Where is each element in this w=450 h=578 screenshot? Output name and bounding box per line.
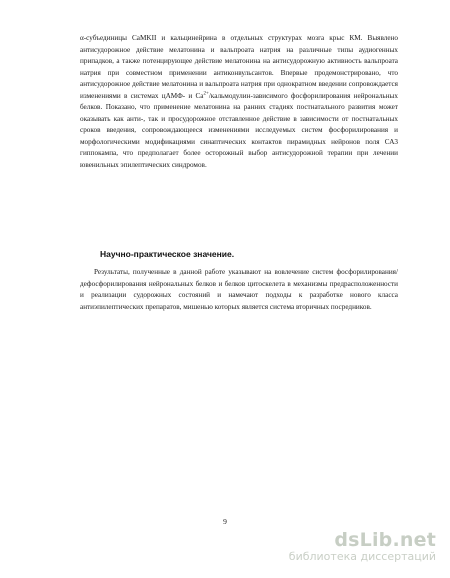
body-paragraph-significance [80, 267, 398, 313]
page-number: 9 [223, 517, 227, 526]
watermark-logo: dsLib.net [334, 529, 436, 551]
findings-text-part-b: /кальмодулин-зависимого фосфорилирования нейрональных белков. Показано, что применение мелатонина на ранних стадиях постнатального развития может оказывать как анти-, так и просудорожное отставленное действие в зависимости от постнатальных сроков введения, сопровождающееся изменениями исследуемых систем фосфорилирования и морфологическими модификациями синаптических контактов пирамидных нейронов поля СА3 гиппокампа, что предполагает более осторожный выбор антисудорожной терапии при лечении ювенильных эпилептических синдромов. [80, 91, 398, 169]
significance-text: Результаты, полученные в данной работе указывают на вовлечение систем фосфорилирования/дефосфорилирования нейрональных белков и белков цитоскелета в механизмы предрасположенности и реализации судорожных состояний и намечают подходы к разработке нового класса антиэпилептических препаратов, мишенью которых является система вторичных посредников. [80, 268, 398, 311]
findings-text [80, 33, 398, 171]
calcium-superscript: 2+ [203, 91, 209, 97]
watermark-subtitle: библиотека диссертаций [288, 550, 436, 563]
watermark [289, 530, 436, 564]
body-paragraph-findings [80, 33, 398, 171]
findings-text-part-a: α-субъединицы CaMKII и кальцинейрина в отдельных структурах мозга крыс КМ. Выявлено антисудорожное действие мелатонина и вальпроата натрия на различные типы аудиогенных припадков, а также потенцирующее действие мелатонина на антисудорожную активность вальпроата натрия при совместном применении антиконвульсантов. Впервые продемонстрировано, что антисудорожное действие мелатонина и вальпроата натрия при однократном введении сопровождается изменениями в системах цАМФ- и Ca [80, 34, 398, 100]
section-heading: Научно-практическое значение. [100, 249, 235, 259]
